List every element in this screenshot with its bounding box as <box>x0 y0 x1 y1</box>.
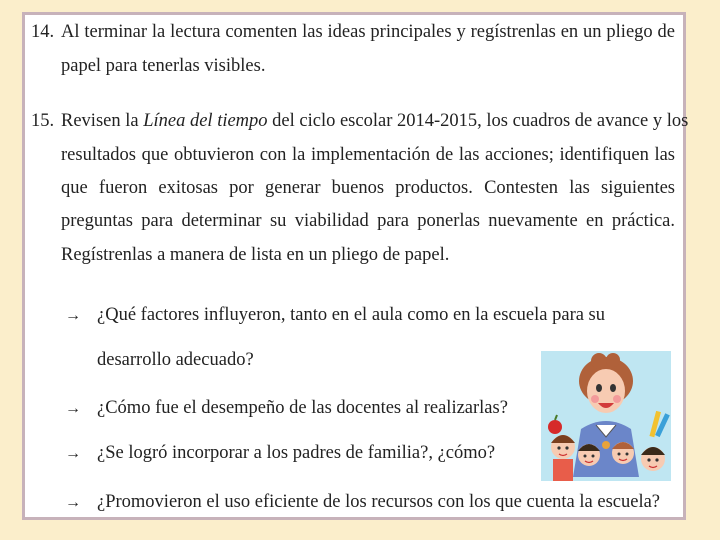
arrow-bullet-icon: → <box>65 494 81 511</box>
item-14-line-1: Al terminar la lectura comenten las ideas principales y regístrenlas en un pliego de <box>61 22 675 42</box>
question-4: ¿Promovieron el uso eficiente de los recursos con los que cuenta la escuela? <box>97 492 661 512</box>
item-15-line-3: que fueron exitosas por generar buenos productos. Contesten las siguientes <box>61 178 675 198</box>
item-14-line-2: papel para tenerlas visibles. <box>61 56 266 76</box>
item-15-line-1 <box>61 110 689 132</box>
question-3: ¿Se logró incorporar a los padres de familia?, ¿cómo? <box>97 443 496 463</box>
item-number-14: 14. <box>31 22 55 42</box>
item-15-line-1-end: del ciclo escolar 2014-2015, los cuadros de avance y los <box>267 111 689 131</box>
arrow-bullet-icon: → <box>65 400 81 417</box>
teacher-children-illustration <box>541 351 671 481</box>
document-frame <box>22 12 689 520</box>
question-1-line-2: desarrollo adecuado? <box>97 350 254 370</box>
arrow-bullet-icon: → <box>65 307 81 324</box>
question-2: ¿Cómo fue el desempeño de las docentes al realizarlas? <box>97 398 508 418</box>
item-15-line-4: preguntas para determinar su viabilidad para ponerlas nuevamente en práctica. <box>61 211 675 231</box>
arrow-bullet-icon: → <box>65 445 81 462</box>
question-1-line-1: ¿Qué factores influyeron, tanto en el aula como en la escuela para su <box>97 305 606 325</box>
item-15-line-2: resultados que obtuvieron con la implementación de las acciones; identifiquen las <box>61 145 675 165</box>
item-15-line-5: Regístrenlas a manera de lista en un pliego de papel. <box>61 245 450 265</box>
item-number-15: 15. <box>31 111 55 131</box>
item-15-italic-title: Línea del tiempo <box>143 111 268 131</box>
item-15-line-1-start: Revisen la <box>61 111 144 131</box>
